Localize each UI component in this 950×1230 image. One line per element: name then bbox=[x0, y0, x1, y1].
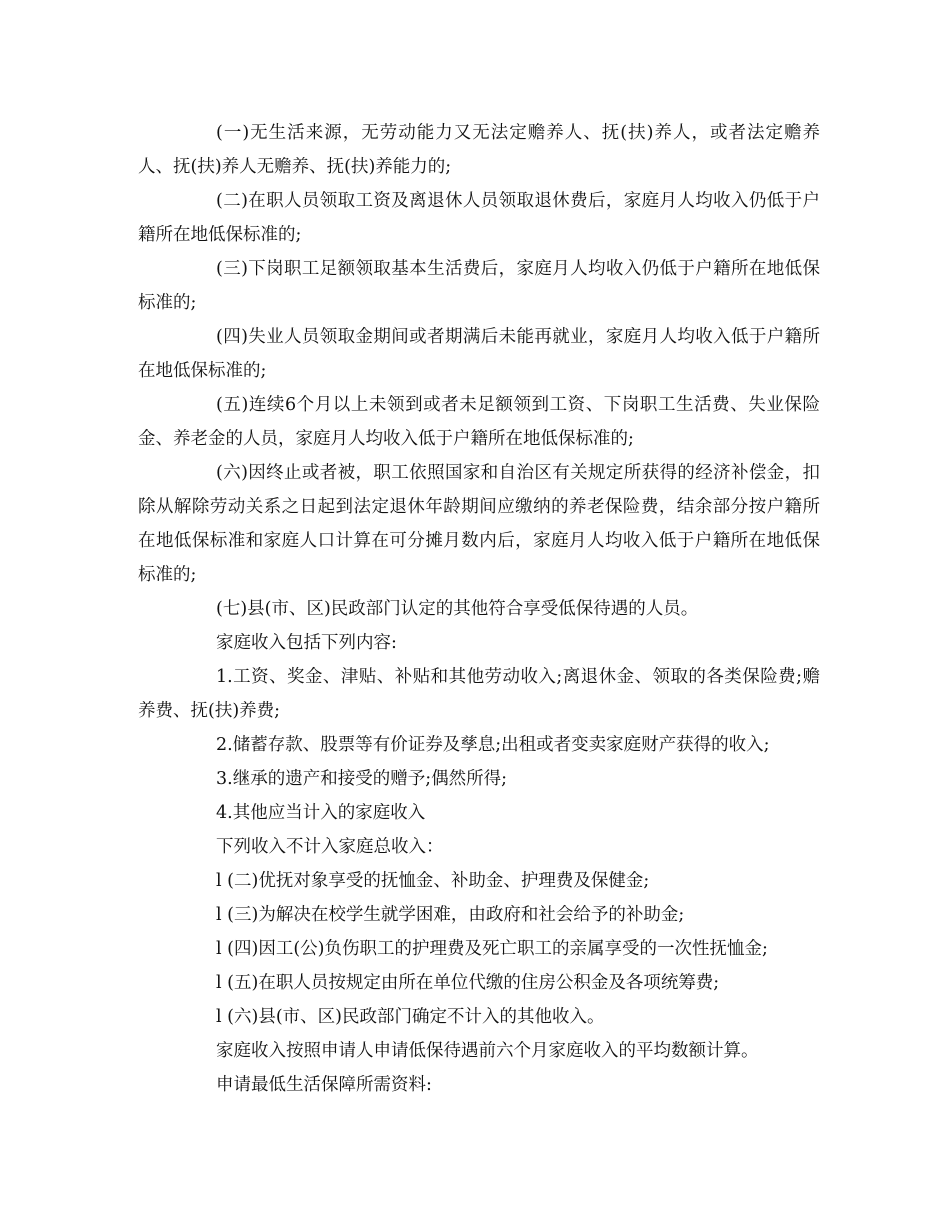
excluded-income-item-4: l (五)在职人员按规定由所在单位代缴的住房公积金及各项统筹费; bbox=[216, 973, 720, 993]
income-calculation-note: 家庭收入按照申请人申请低保待遇前六个月家庭收入的平均数额计算。 bbox=[216, 1041, 759, 1061]
paragraph-item-1: (一)无生活来源，无劳动能力又无法定赡养人、抚(扶)养人，或者法定赡养人、抚(扶)养人无赡养、抚(扶)养能力的; bbox=[138, 123, 820, 177]
paragraph-item-2: (二)在职人员领取工资及离退休人员领取退休费后，家庭月人均收入仍低于户籍所在地低保标准的; bbox=[138, 191, 820, 245]
excluded-income-item-1: l (二)优抚对象享受的抚恤金、补助金、护理费及保健金; bbox=[216, 871, 650, 891]
income-item-1: 1.工资、奖金、津贴、补贴和其他劳动收入;离退休金、领取的各类保险费;赡养费、抚(扶)养费; bbox=[138, 667, 820, 721]
document-body bbox=[138, 116, 820, 1102]
excluded-income-heading: 下列收入不计入家庭总收入： bbox=[216, 837, 444, 857]
paragraph-item-6: (六)因终止或者被，职工依照国家和自治区有关规定所获得的经济补偿金，扣除从解除劳动关系之日起到法定退休年龄期间应缴纳的养老保险费，结余部分按户籍所在地低保标准和家庭人口计算在可分摊月数内后，家庭月人均收入低于户籍所在地低保标准的; bbox=[138, 463, 820, 585]
income-heading: 家庭收入包括下列内容: bbox=[216, 633, 397, 653]
required-materials-heading: 申请最低生活保障所需资料: bbox=[216, 1075, 432, 1095]
income-item-3: 3.继承的遗产和接受的赠予;偶然所得; bbox=[216, 769, 507, 789]
excluded-income-item-2: l (三)为解决在校学生就学困难，由政府和社会给予的补助金; bbox=[216, 905, 685, 925]
paragraph-item-5: (五)连续6个月以上未领到或者未足额领到工资、下岗职工生活费、失业保险金、养老金的人员，家庭月人均收入低于户籍所在地低保标准的; bbox=[138, 395, 820, 449]
paragraph-item-4: (四)失业人员领取金期间或者期满后未能再就业，家庭月人均收入低于户籍所在地低保标准的; bbox=[138, 327, 820, 381]
paragraph-item-3: (三)下岗职工足额领取基本生活费后，家庭月人均收入仍低于户籍所在地低保标准的; bbox=[138, 259, 820, 313]
income-item-2: 2.储蓄存款、股票等有价证券及孳息;出租或者变卖家庭财产获得的收入; bbox=[216, 735, 770, 755]
paragraph-item-7: (七)县(市、区)民政部门认定的其他符合享受低保待遇的人员。 bbox=[216, 599, 699, 619]
excluded-income-item-3: l (四)因工(公)负伤职工的护理费及死亡职工的亲属享受的一次性抚恤金; bbox=[216, 939, 768, 959]
income-item-4: 4.其他应当计入的家庭收入 bbox=[216, 803, 426, 823]
excluded-income-item-5: l (六)县(市、区)民政部门确定不计入的其他收入。 bbox=[216, 1007, 605, 1027]
